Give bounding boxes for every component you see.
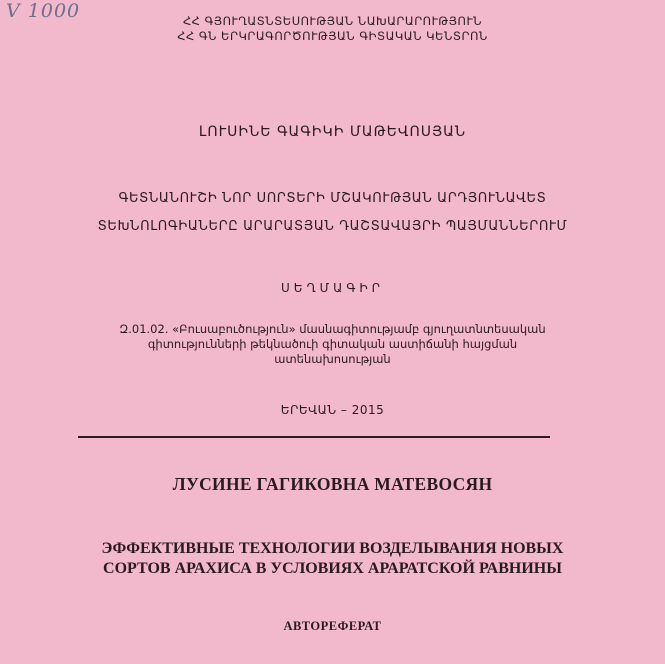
title-line: ՏԵԽՆՈԼՈԳԻԱՆԵՐԸ ԱՐԱՐԱՏՅԱՆ ԴԱՇՏԱՎԱՅՐԻ ՊԱՅՄԱՆՆԵՐՈՒՄ [97,219,568,234]
ministry-header [0,14,665,44]
author-name-russian: ЛУСИНЕ ГАГИКОВНА МАТЕВОСЯН [172,474,493,494]
city-year: ԵՐԵՎԱՆ – 2015 [280,403,385,417]
specialty-line: Զ.01.02. «Բուսաբուծություն» մասնագիտությամբ գյուղատնտեսական [119,322,546,336]
author-name-armenian: ԼՈՒՍԻՆԵ ԳԱԳԻԿԻ ՄԱԹԵՎՈՍՅԱՆ [198,124,467,140]
document-kind-armenian: ՍԵՂՄԱԳԻՐ [281,281,384,295]
title-line: СОРТОВ АРАХИСА В УСЛОВИЯХ АРАРАТСКОЙ РАВНИНЫ [103,560,562,577]
thesis-title-russian [0,539,665,579]
divider-rule [78,436,550,438]
specialty-line: գիտությունների թեկնածուի գիտական աստիճանի հայցման [147,337,518,351]
thesis-title-armenian [0,185,665,241]
specialty-text [0,322,665,367]
handwritten-note: V 1000 [6,0,81,22]
specialty-line: ատենախոսության [274,352,391,366]
ministry-line: ՀՀ ԳՅՈՒՂԱՏՆՏԵՍՈՒԹՅԱՆ ՆԱԽԱՐԱՐՈՒԹՅՈՒՆ [182,14,483,28]
title-line: ԳԵՏՆԱՆՈՒՇԻ ՆՈՐ ՍՈՐՏԵՐԻ ՄՇԱԿՈՒԹՅԱՆ ԱՐԴՅՈՒՆԱՎԵՏ [118,191,547,206]
title-line: ЭФФЕКТИВНЫЕ ТЕХНОЛОГИИ ВОЗДЕЛЫВАНИЯ НОВЫХ [101,540,564,557]
ministry-line: ՀՀ ԳՆ ԵՐԿՐԱԳՈՐԾՈՒԹՅԱՆ ԳԻՏԱԿԱՆ ԿԵՆՏՐՈՆ [177,29,488,43]
document-kind-russian: АВТОРЕФЕРАТ [283,619,382,633]
